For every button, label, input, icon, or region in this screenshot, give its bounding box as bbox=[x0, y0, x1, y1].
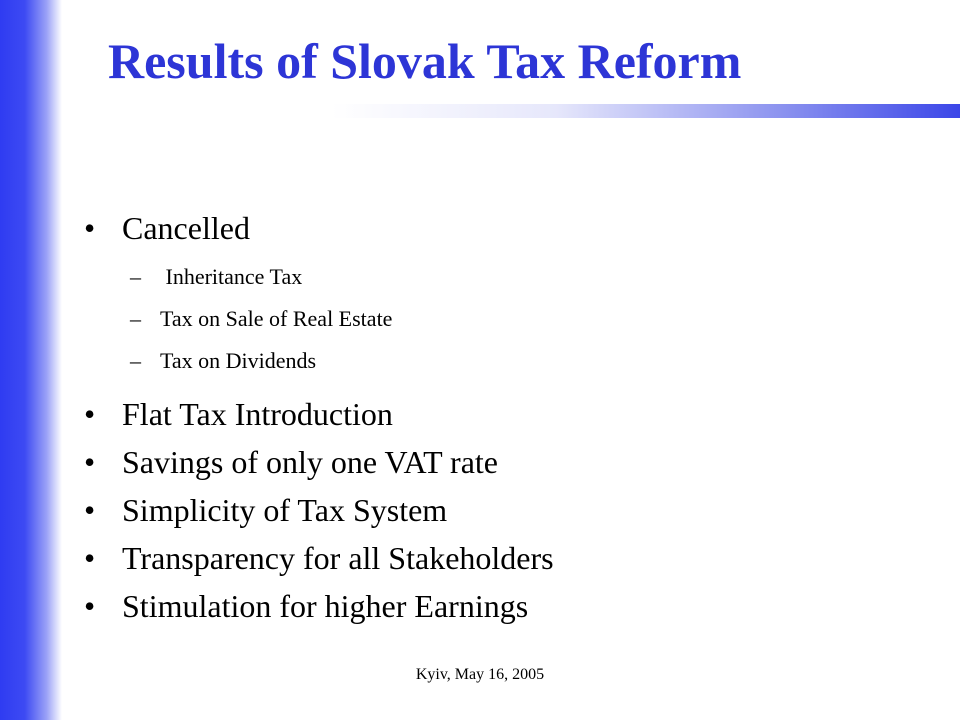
left-accent-bar bbox=[0, 0, 62, 720]
bullet-text: Stimulation for higher Earnings bbox=[122, 588, 529, 624]
bullet-item bbox=[80, 494, 940, 542]
dash-icon: – bbox=[130, 348, 141, 373]
bullet-dot-icon: • bbox=[84, 210, 96, 246]
sub-bullet-text: Tax on Dividends bbox=[160, 348, 317, 373]
bullet-dot-icon: • bbox=[84, 444, 96, 480]
title-underline-gradient bbox=[62, 104, 960, 118]
bullet-dot-icon: • bbox=[84, 396, 96, 432]
bullet-item bbox=[80, 446, 940, 494]
sub-bullet-item bbox=[80, 350, 940, 392]
slide-footer: Kyiv, May 16, 2005 bbox=[415, 666, 545, 683]
slide-title: Results of Slovak Tax Reform bbox=[108, 33, 742, 89]
dash-icon: – bbox=[130, 306, 141, 331]
dash-icon: – bbox=[130, 264, 141, 289]
sub-bullet-item bbox=[80, 266, 940, 308]
bullet-dot-icon: • bbox=[84, 540, 96, 576]
sub-bullet-text: Tax on Sale of Real Estate bbox=[160, 306, 393, 331]
bullet-dot-icon: • bbox=[84, 492, 96, 528]
bullet-item bbox=[80, 590, 940, 638]
sub-bullet-item bbox=[80, 308, 940, 350]
bullet-list bbox=[80, 212, 940, 638]
sub-bullet-list bbox=[80, 266, 940, 392]
bullet-text: Flat Tax Introduction bbox=[122, 396, 393, 432]
sub-bullet-text: Inheritance Tax bbox=[160, 264, 303, 289]
bullet-text: Transparency for all Stakeholders bbox=[122, 540, 554, 576]
bullet-text: Simplicity of Tax System bbox=[122, 492, 448, 528]
bullet-item bbox=[80, 542, 940, 590]
bullet-text: Savings of only one VAT rate bbox=[122, 444, 498, 480]
bullet-text: Cancelled bbox=[122, 210, 250, 246]
bullet-dot-icon: • bbox=[84, 588, 96, 624]
bullet-item bbox=[80, 398, 940, 446]
bullet-item bbox=[80, 212, 940, 260]
